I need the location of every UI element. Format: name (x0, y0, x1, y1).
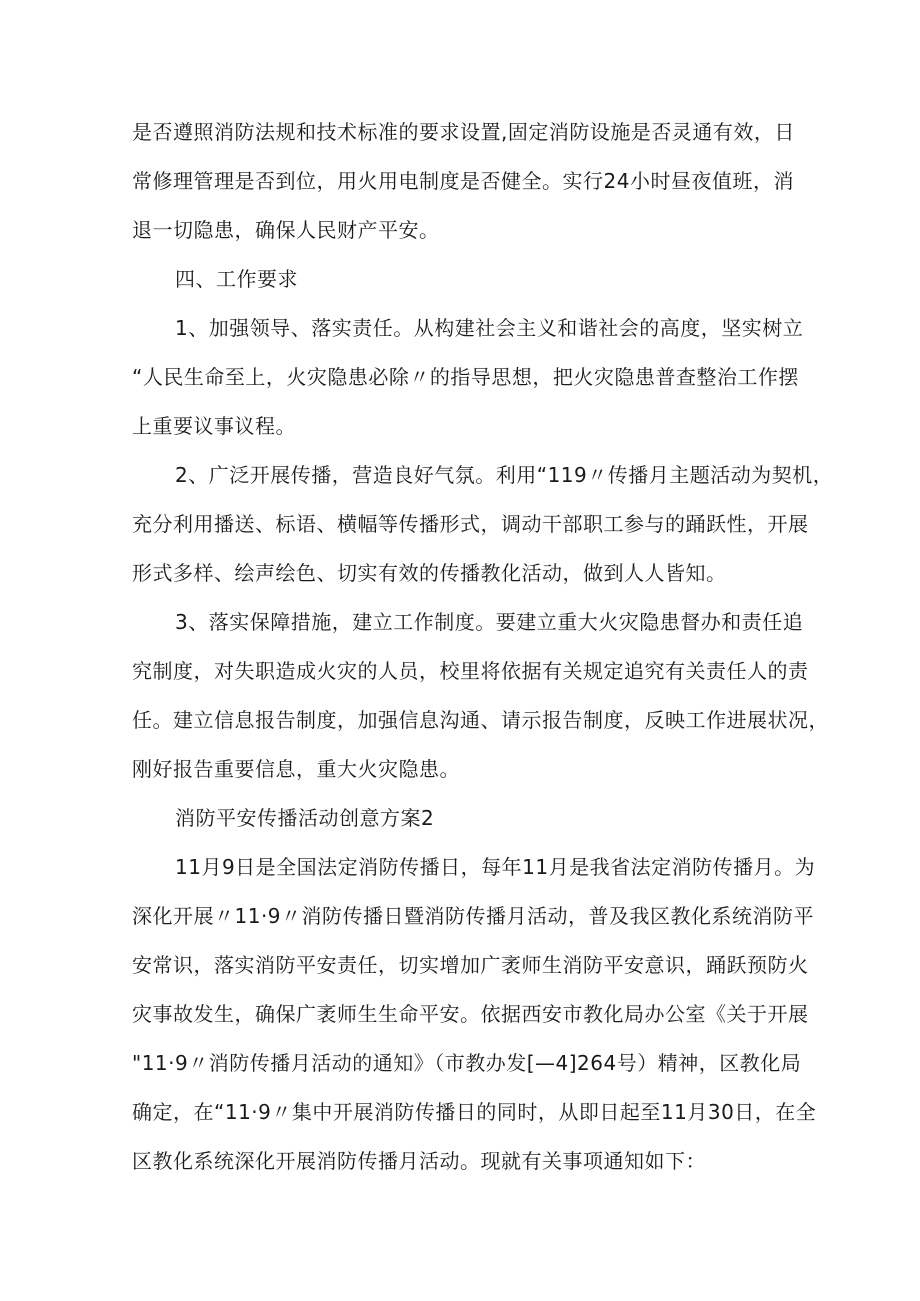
item1-line-1: 1、加强领导、落实责任。从构建社会主义和谐社会的高度，坚实树立 (175, 316, 804, 340)
plan2-line-4: 灾事故发生，确保广袤师生生命平安。依据西安市教化局办公室《关于开展 (132, 1002, 809, 1026)
item3-line-2: 究制度，对失职造成火灾的人员，校里将依据有关规定追究有关责任人的责 (132, 659, 809, 683)
plan2-line-3: 安常识，落实消防平安责任，切实增加广袤师生消防平安意识，踊跃预防火 (132, 953, 809, 977)
item3-line-4: 刚好报告重要信息，重大火灾隐患。 (132, 757, 460, 781)
plan2-title: 消防平安传播活动创意方案2 (175, 806, 435, 830)
item3-line-3: 任。建立信息报告制度，加强信息沟通、请示报告制度，反映工作进展状况， (132, 708, 829, 732)
item1-line-2: “人民生命至上，火灾隐患必除〃的指导思想，把火灾隐患普查整治工作摆 (132, 365, 799, 389)
item2-line-2: 充分利用播送、标语、横幅等传播形式，调动干部职工参与的踊跃性，开展 (132, 512, 809, 536)
para1-line-1: 是否遵照消防法规和技术标准的要求设置,固定消防设施是否灵通有效，日 (132, 120, 795, 144)
plan2-line-2: 深化开展〃11·9〃消防传播日暨消防传播月活动，普及我区教化系统消防平 (132, 904, 815, 928)
plan2-line-1: 11月9日是全国法定消防传播日，每年11月是我省法定消防传播月。为 (175, 855, 816, 879)
item2-line-1: 2、广泛开展传播，营造良好气氛。利用“119〃传播月主题活动为契机， (175, 463, 834, 487)
plan2-line-7: 区教化系统深化开展消防传播月活动。现就有关事项通知如下： (132, 1149, 706, 1173)
para1-line-2: 常修理管理是否到位，用火用电制度是否健全。实行24小时昼夜值班，消 (132, 169, 794, 193)
item3-line-1: 3、落实保障措施，建立工作制度。要建立重大火灾隐患督办和责任追 (175, 610, 804, 634)
section-4-heading: 四、工作要求 (175, 267, 298, 291)
plan2-line-6: 确定，在“11·9〃集中开展消防传播日的同时，从即日起至11月30日，在全 (132, 1100, 817, 1124)
item1-line-3: 上重要议事议程。 (132, 414, 296, 438)
para1-line-3: 退一切隐患，确保人民财产平安。 (132, 218, 440, 242)
item2-line-3: 形式多样、绘声绘色、切实有效的传播教化活动，做到人人皆知。 (132, 561, 727, 585)
plan2-line-5: "11·9〃消防传播月活动的通知》（市教办发[—4]264号）精神，区教化局 (132, 1051, 802, 1075)
